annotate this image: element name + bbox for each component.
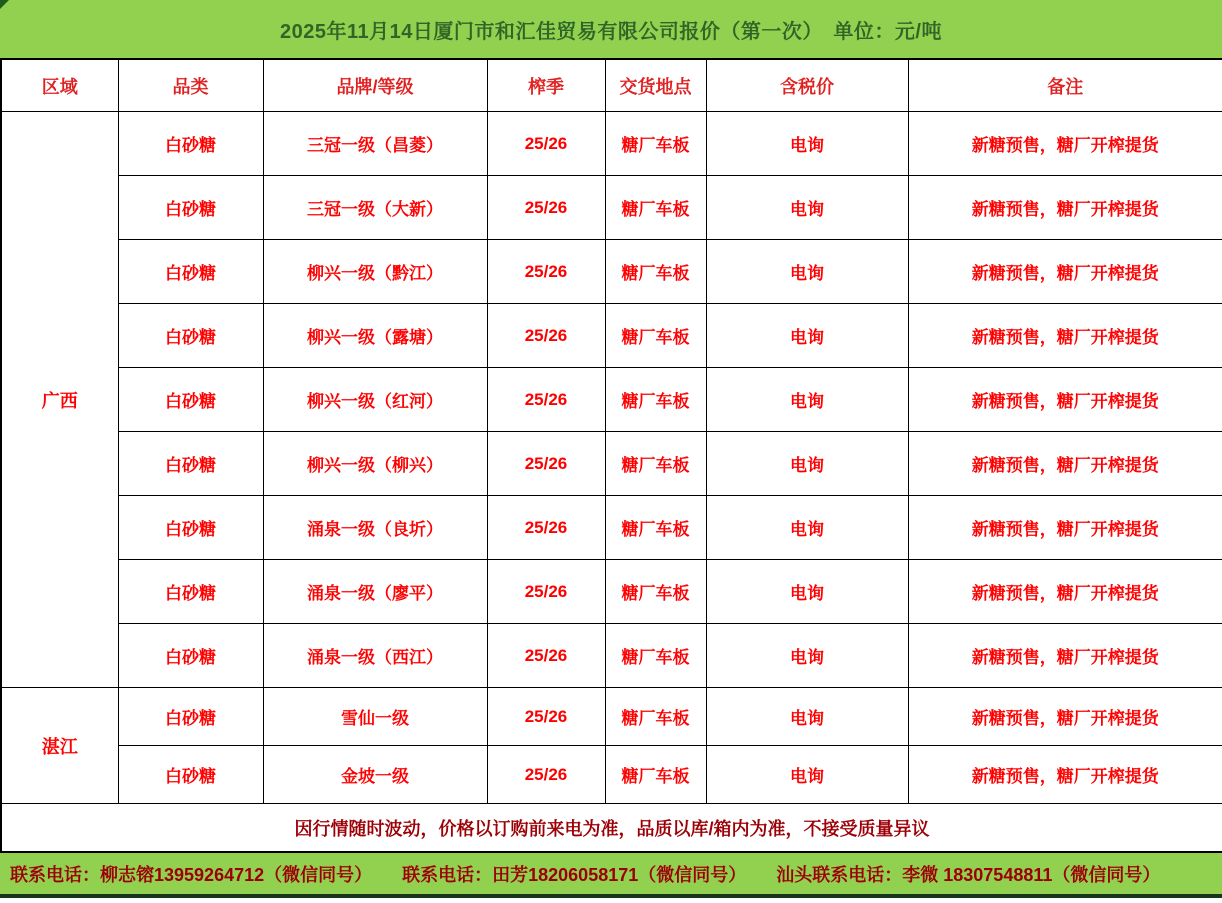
price-table bbox=[0, 58, 1222, 853]
cell-price: 电询 bbox=[706, 624, 908, 688]
cell-remark: 新糖预售，糖厂开榨提货 bbox=[908, 240, 1222, 304]
table-row bbox=[1, 496, 1222, 560]
header-row bbox=[1, 59, 1222, 112]
cell-remark: 新糖预售，糖厂开榨提货 bbox=[908, 304, 1222, 368]
region-cell: 湛江 bbox=[1, 688, 118, 804]
cell-season: 25/26 bbox=[487, 496, 605, 560]
cell-brand: 涌泉一级（廖平） bbox=[263, 560, 487, 624]
cell-category: 白砂糖 bbox=[118, 688, 263, 746]
cell-category: 白砂糖 bbox=[118, 496, 263, 560]
cell-remark: 新糖预售，糖厂开榨提货 bbox=[908, 176, 1222, 240]
cell-brand: 金坡一级 bbox=[263, 746, 487, 804]
cell-brand: 柳兴一级（黔江） bbox=[263, 240, 487, 304]
cell-remark: 新糖预售，糖厂开榨提货 bbox=[908, 432, 1222, 496]
cell-brand: 涌泉一级（良圻） bbox=[263, 496, 487, 560]
cell-brand: 涌泉一级（西江） bbox=[263, 624, 487, 688]
table-row bbox=[1, 240, 1222, 304]
cell-brand: 柳兴一级（红河） bbox=[263, 368, 487, 432]
cell-price: 电询 bbox=[706, 368, 908, 432]
corner-marker-icon bbox=[0, 0, 9, 9]
cell-season: 25/26 bbox=[487, 746, 605, 804]
table-row bbox=[1, 432, 1222, 496]
cell-delivery: 糖厂车板 bbox=[605, 746, 706, 804]
cell-season: 25/26 bbox=[487, 560, 605, 624]
col-header-season: 榨季 bbox=[487, 59, 605, 112]
cell-brand: 三冠一级（昌菱） bbox=[263, 112, 487, 176]
cell-remark: 新糖预售，糖厂开榨提货 bbox=[908, 496, 1222, 560]
contact-1: 联系电话：柳志镕13959264712（微信同号） bbox=[10, 864, 373, 885]
cell-remark: 新糖预售，糖厂开榨提货 bbox=[908, 368, 1222, 432]
cell-season: 25/26 bbox=[487, 240, 605, 304]
note-text: 因行情随时波动，价格以订购前来电为准，品质以库/箱内为准，不接受质量异议 bbox=[1, 804, 1222, 853]
cell-brand: 柳兴一级（露塘） bbox=[263, 304, 487, 368]
col-header-price: 含税价 bbox=[706, 59, 908, 112]
table-row bbox=[1, 176, 1222, 240]
cell-brand: 柳兴一级（柳兴） bbox=[263, 432, 487, 496]
contact-2: 联系电话：田芳18206058171（微信同号） bbox=[402, 864, 747, 885]
cell-remark: 新糖预售，糖厂开榨提货 bbox=[908, 746, 1222, 804]
cell-category: 白砂糖 bbox=[118, 112, 263, 176]
page-title: 2025年11月14日厦门市和汇佳贸易有限公司报价（第一次） 单位：元/吨 bbox=[280, 20, 942, 43]
cell-delivery: 糖厂车板 bbox=[605, 560, 706, 624]
cell-delivery: 糖厂车板 bbox=[605, 112, 706, 176]
cell-season: 25/26 bbox=[487, 176, 605, 240]
cell-delivery: 糖厂车板 bbox=[605, 304, 706, 368]
table-row bbox=[1, 304, 1222, 368]
table-row bbox=[1, 112, 1222, 176]
cell-category: 白砂糖 bbox=[118, 624, 263, 688]
region-cell: 广西 bbox=[1, 112, 118, 688]
cell-category: 白砂糖 bbox=[118, 368, 263, 432]
cell-price: 电询 bbox=[706, 432, 908, 496]
cell-season: 25/26 bbox=[487, 112, 605, 176]
table-row bbox=[1, 368, 1222, 432]
cell-category: 白砂糖 bbox=[118, 240, 263, 304]
cell-delivery: 糖厂车板 bbox=[605, 624, 706, 688]
cell-price: 电询 bbox=[706, 746, 908, 804]
cell-season: 25/26 bbox=[487, 624, 605, 688]
cell-season: 25/26 bbox=[487, 304, 605, 368]
table-row bbox=[1, 624, 1222, 688]
cell-delivery: 糖厂车板 bbox=[605, 368, 706, 432]
cell-delivery: 糖厂车板 bbox=[605, 496, 706, 560]
table-row bbox=[1, 560, 1222, 624]
cell-category: 白砂糖 bbox=[118, 746, 263, 804]
cell-delivery: 糖厂车板 bbox=[605, 176, 706, 240]
cell-price: 电询 bbox=[706, 688, 908, 746]
col-header-category: 品类 bbox=[118, 59, 263, 112]
cell-category: 白砂糖 bbox=[118, 176, 263, 240]
cell-category: 白砂糖 bbox=[118, 560, 263, 624]
cell-brand: 三冠一级（大新） bbox=[263, 176, 487, 240]
cell-season: 25/26 bbox=[487, 432, 605, 496]
table-row bbox=[1, 746, 1222, 804]
cell-delivery: 糖厂车板 bbox=[605, 688, 706, 746]
cell-price: 电询 bbox=[706, 496, 908, 560]
cell-delivery: 糖厂车板 bbox=[605, 432, 706, 496]
cell-remark: 新糖预售，糖厂开榨提货 bbox=[908, 688, 1222, 746]
cell-remark: 新糖预售，糖厂开榨提货 bbox=[908, 112, 1222, 176]
cell-price: 电询 bbox=[706, 112, 908, 176]
cell-brand: 雪仙一级 bbox=[263, 688, 487, 746]
cell-remark: 新糖预售，糖厂开榨提货 bbox=[908, 624, 1222, 688]
table-row bbox=[1, 688, 1222, 746]
col-header-brand: 品牌/等级 bbox=[263, 59, 487, 112]
cell-season: 25/26 bbox=[487, 368, 605, 432]
note-row bbox=[1, 804, 1222, 853]
contact-3: 汕头联系电话：李微 18307548811（微信同号） bbox=[776, 864, 1161, 885]
col-header-region: 区域 bbox=[1, 59, 118, 112]
cell-category: 白砂糖 bbox=[118, 304, 263, 368]
cell-price: 电询 bbox=[706, 304, 908, 368]
cell-remark: 新糖预售，糖厂开榨提货 bbox=[908, 560, 1222, 624]
cell-price: 电询 bbox=[706, 240, 908, 304]
col-header-delivery: 交货地点 bbox=[605, 59, 706, 112]
cell-season: 25/26 bbox=[487, 688, 605, 746]
cell-price: 电询 bbox=[706, 176, 908, 240]
footer-bar bbox=[0, 853, 1222, 898]
title-bar bbox=[0, 0, 1222, 58]
cell-delivery: 糖厂车板 bbox=[605, 240, 706, 304]
col-header-remark: 备注 bbox=[908, 59, 1222, 112]
cell-price: 电询 bbox=[706, 560, 908, 624]
cell-category: 白砂糖 bbox=[118, 432, 263, 496]
